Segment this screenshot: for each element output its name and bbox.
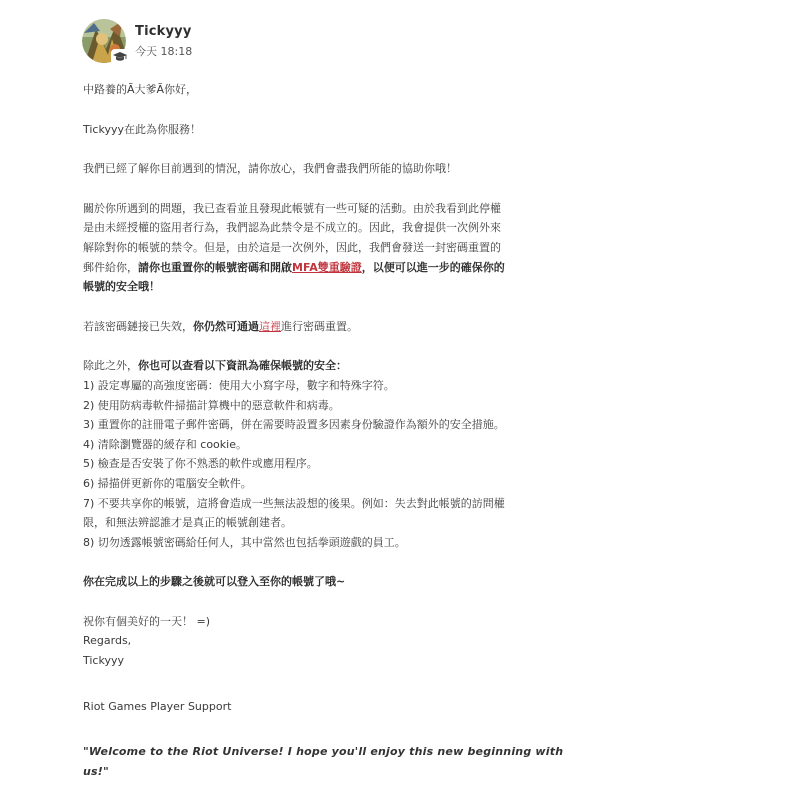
- tip-6: 6) 掃描併更新你的電腦安全軟件。: [83, 476, 252, 490]
- regards-line: Regards,: [83, 634, 132, 648]
- tip-3: 3) 重置你的註冊電子郵件密碼，併在需要時設置多因素身份驗證作為額外的安全措施。: [83, 418, 505, 432]
- tip-2: 2) 使用防病毒軟件掃描計算機中的惡意軟件和病毒。: [83, 398, 340, 412]
- closing-line: 祝你有個美好的一天！ =): [83, 614, 211, 628]
- reassure: 我們已經了解你目前遇到的情況，請你放心，我們會盡我們所能的協助你哦！: [83, 162, 457, 176]
- tip-7: 7) 不要共享你的帳號，這將會造成一些無法設想的後果。例如：失去對此帳號的訪問權: [83, 496, 505, 510]
- reset-prefix: 若該密碼鏈接已失效，: [83, 319, 193, 333]
- tip-5: 5) 檢查是否安裝了你不熟悉的軟件或應用程序。: [83, 457, 318, 471]
- graduation-cap-icon: [113, 52, 127, 63]
- tips-intro-plain: 除此之外，: [83, 359, 138, 373]
- reset-suffix: 進行密碼重置。: [281, 319, 358, 333]
- issue-line-4-bold-2: ，以便可以進一步的確保你的: [361, 260, 505, 274]
- message-body: [83, 80, 573, 781]
- avatar[interactable]: [82, 19, 126, 63]
- badge: [111, 49, 129, 65]
- greeting: 中路養的Ã大爹Ã你好，: [83, 83, 198, 96]
- issue-line-1: 關於你所遇到的問題，我已查看並且發現此帳號有一些可疑的活動。由於我看到此停權: [83, 201, 501, 215]
- tip-1: 1) 設定專屬的高強度密碼：使用大小寫字母，數字和特殊字符。: [83, 378, 395, 392]
- issue-line-3: 解除對你的帳號的禁令。但是，由於這是一次例外，因此，我們會發送一封密碼重置的: [83, 240, 501, 254]
- issue-line-4-bold: 請你也重置你的帳號密碼和開啟: [138, 260, 292, 274]
- completion-note: 你在完成以上的步驟之後就可以登入至你的帳號了哦~: [83, 575, 346, 589]
- intro: Tickyyy在此為你服務！: [83, 122, 201, 136]
- tips-intro: [83, 356, 573, 376]
- message-meta: [135, 23, 192, 60]
- issue-line-2: 是由未經授權的盜用者行為，我們認為此禁令是不成立的。因此，我會提供一次例外來: [83, 221, 501, 235]
- reset-bold: 你仍然可通過: [193, 319, 259, 333]
- reset-here-link[interactable]: 這裡: [259, 319, 281, 333]
- issue-line-4: 郵件給你，: [83, 260, 138, 274]
- mfa-link[interactable]: MFA雙重驗證: [292, 260, 362, 274]
- tip-8: 8) 切勿透露帳號密碼給任何人，其中當然也包括拳頭遊戲的員工。: [83, 535, 406, 549]
- reset-paragraph: [83, 317, 573, 337]
- issue-paragraph: [83, 199, 573, 297]
- tip-7-cont: 限，和無法辨認誰才是真正的帳號創建者。: [83, 516, 292, 530]
- message-timestamp: 今天 18:18: [135, 44, 193, 58]
- team-name: Riot Games Player Support: [83, 699, 232, 713]
- issue-line-5: 帳號的安全哦！: [83, 280, 160, 294]
- author-name[interactable]: Tickyyy: [135, 23, 192, 39]
- tip-4: 4) 清除瀏覽器的緩存和 cookie。: [83, 437, 247, 451]
- slogan: "Welcome to the Riot Universe! I hope you'll enjoy this new beginning with us!": [83, 745, 564, 778]
- tips-intro-bold: 你也可以查看以下資訊為確保帳號的安全：: [138, 359, 347, 373]
- message-header: [82, 17, 192, 65]
- signature-name: Tickyyy: [83, 654, 124, 668]
